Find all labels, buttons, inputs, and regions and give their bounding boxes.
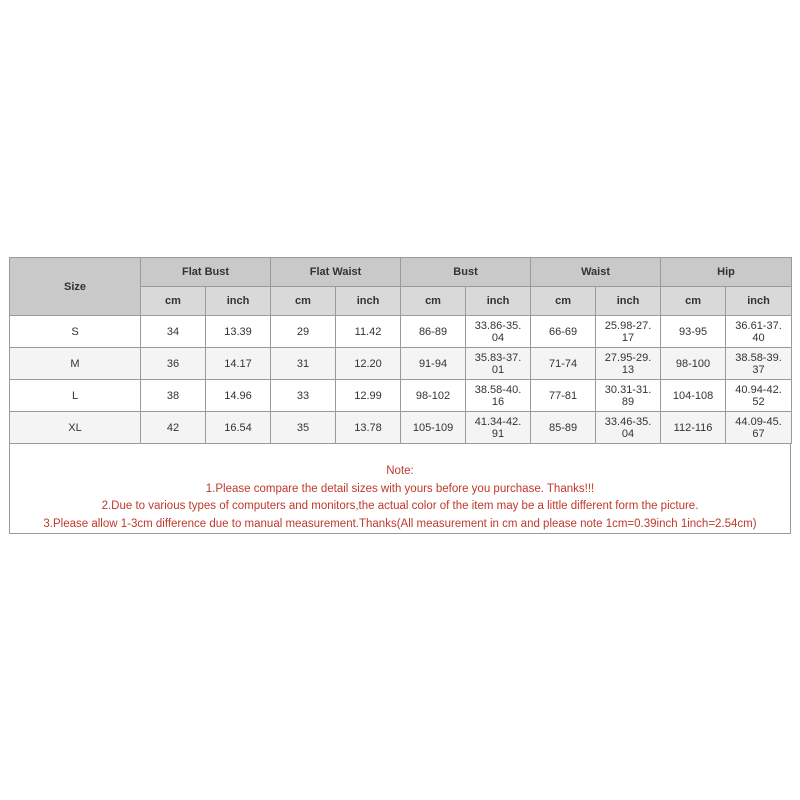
- table-cell: [661, 316, 726, 348]
- unit-header: inch: [466, 287, 531, 316]
- cell-value: 12.99: [354, 389, 382, 402]
- group-header: Flat Bust: [141, 258, 271, 287]
- table-cell: [726, 348, 792, 380]
- unit-header: cm: [531, 287, 596, 316]
- group-header: Bust: [401, 258, 531, 287]
- cell-value: 66-69: [548, 325, 578, 338]
- cell-value: 38.58-39.37: [735, 351, 782, 376]
- group-header: Flat Waist: [271, 258, 401, 287]
- unit-header: inch: [726, 287, 792, 316]
- table-cell: [531, 412, 596, 444]
- table-cell: [206, 316, 271, 348]
- table-cell: [271, 316, 336, 348]
- cell-value: 38: [166, 389, 180, 402]
- unit-header: cm: [401, 287, 466, 316]
- table-row: [10, 348, 792, 380]
- unit-header: inch: [206, 287, 271, 316]
- cell-value: 71-74: [548, 357, 578, 370]
- cell-value: 14.17: [224, 357, 252, 370]
- unit-header: cm: [271, 287, 336, 316]
- table-cell: [271, 348, 336, 380]
- table-cell: [271, 412, 336, 444]
- cell-value: 38.58-40.16: [474, 383, 522, 408]
- cell-value: 86-89: [418, 325, 448, 338]
- group-header: Hip: [661, 258, 792, 287]
- cell-value: 30.31-31.89: [604, 383, 652, 408]
- table-cell: [336, 412, 401, 444]
- table-cell: [531, 380, 596, 412]
- cell-value: 36.61-37.40: [735, 319, 782, 344]
- cell-value: 33.46-35.04: [604, 415, 652, 440]
- cell-value: 41.34-42.91: [474, 415, 522, 440]
- table-cell: [271, 380, 336, 412]
- table-cell: [661, 380, 726, 412]
- cell-value: 29: [296, 325, 310, 338]
- table-cell: [206, 348, 271, 380]
- table-cell: [596, 348, 661, 380]
- size-header: Size: [10, 258, 141, 316]
- header-row-groups: [10, 258, 792, 287]
- table-cell: [466, 316, 531, 348]
- unit-header: inch: [596, 287, 661, 316]
- table-cell: [661, 348, 726, 380]
- table-cell: [206, 412, 271, 444]
- table-cell: [401, 412, 466, 444]
- table-cell: [141, 380, 206, 412]
- cell-value: 35.83-37.01: [474, 351, 522, 376]
- table-cell: [661, 412, 726, 444]
- table-cell: [466, 380, 531, 412]
- cell-value: 36: [166, 357, 180, 370]
- size-table: [9, 257, 792, 444]
- size-cell: M: [10, 348, 141, 380]
- table-cell: [466, 348, 531, 380]
- cell-value: 112-116: [673, 421, 713, 434]
- table-row: [10, 380, 792, 412]
- cell-value: 35: [296, 421, 310, 434]
- cell-value: 11.42: [354, 325, 382, 338]
- size-cell: S: [10, 316, 141, 348]
- size-table-body: [10, 316, 792, 444]
- table-cell: [726, 316, 792, 348]
- table-cell: [596, 380, 661, 412]
- cell-value: 104-108: [672, 389, 714, 402]
- cell-value: 91-94: [418, 357, 448, 370]
- size-cell: XL: [10, 412, 141, 444]
- cell-value: 33.86-35.04: [474, 319, 522, 344]
- table-cell: [336, 348, 401, 380]
- table-cell: [726, 380, 792, 412]
- note-line-1: 1.Please compare the detail sizes with yours before you purchase. Thanks!!!: [205, 482, 595, 495]
- table-cell: [596, 316, 661, 348]
- size-chart: [9, 257, 791, 534]
- cell-value: 85-89: [548, 421, 578, 434]
- cell-value: 40.94-42.52: [735, 383, 782, 408]
- cell-value: 34: [166, 325, 180, 338]
- cell-value: 31: [296, 357, 310, 370]
- cell-value: 33: [296, 389, 310, 402]
- size-cell: L: [10, 380, 141, 412]
- table-cell: [401, 316, 466, 348]
- cell-value: 16.54: [224, 421, 252, 434]
- note-box: [9, 444, 791, 534]
- cell-value: 25.98-27.17: [604, 319, 652, 344]
- cell-value: 77-81: [548, 389, 578, 402]
- table-cell: [401, 348, 466, 380]
- cell-value: 42: [166, 421, 180, 434]
- cell-value: 12.20: [354, 357, 382, 370]
- table-cell: [141, 316, 206, 348]
- unit-header: cm: [141, 287, 206, 316]
- note-line-2: 2.Due to various types of computers and monitors,the actual color of the item may be a little different form the picture.: [101, 500, 699, 512]
- table-cell: [596, 412, 661, 444]
- cell-value: 98-100: [675, 357, 711, 370]
- cell-value: 14.96: [224, 389, 252, 402]
- table-cell: [336, 316, 401, 348]
- table-cell: [531, 348, 596, 380]
- cell-value: 105-109: [412, 421, 454, 434]
- group-header: Waist: [531, 258, 661, 287]
- table-cell: [141, 348, 206, 380]
- table-row: [10, 316, 792, 348]
- table-row: [10, 412, 792, 444]
- cell-value: 13.39: [224, 325, 252, 338]
- note-line-3: 3.Please allow 1-3cm difference due to manual measurement.Thanks(All measurement in cm and please note 1cm=0.39inch 1inch=2.54cm): [43, 517, 757, 530]
- table-cell: [466, 412, 531, 444]
- cell-value: 93-95: [678, 325, 708, 338]
- unit-header: inch: [336, 287, 401, 316]
- table-cell: [531, 316, 596, 348]
- table-cell: [726, 412, 792, 444]
- cell-value: 44.09-45.67: [735, 415, 782, 440]
- unit-header: cm: [661, 287, 726, 316]
- cell-value: 13.78: [354, 421, 382, 434]
- table-cell: [336, 380, 401, 412]
- cell-value: 27.95-29.13: [604, 351, 652, 376]
- cell-value: 98-102: [415, 389, 451, 402]
- table-cell: [141, 412, 206, 444]
- table-cell: [401, 380, 466, 412]
- table-cell: [206, 380, 271, 412]
- note-title: Note:: [386, 465, 414, 477]
